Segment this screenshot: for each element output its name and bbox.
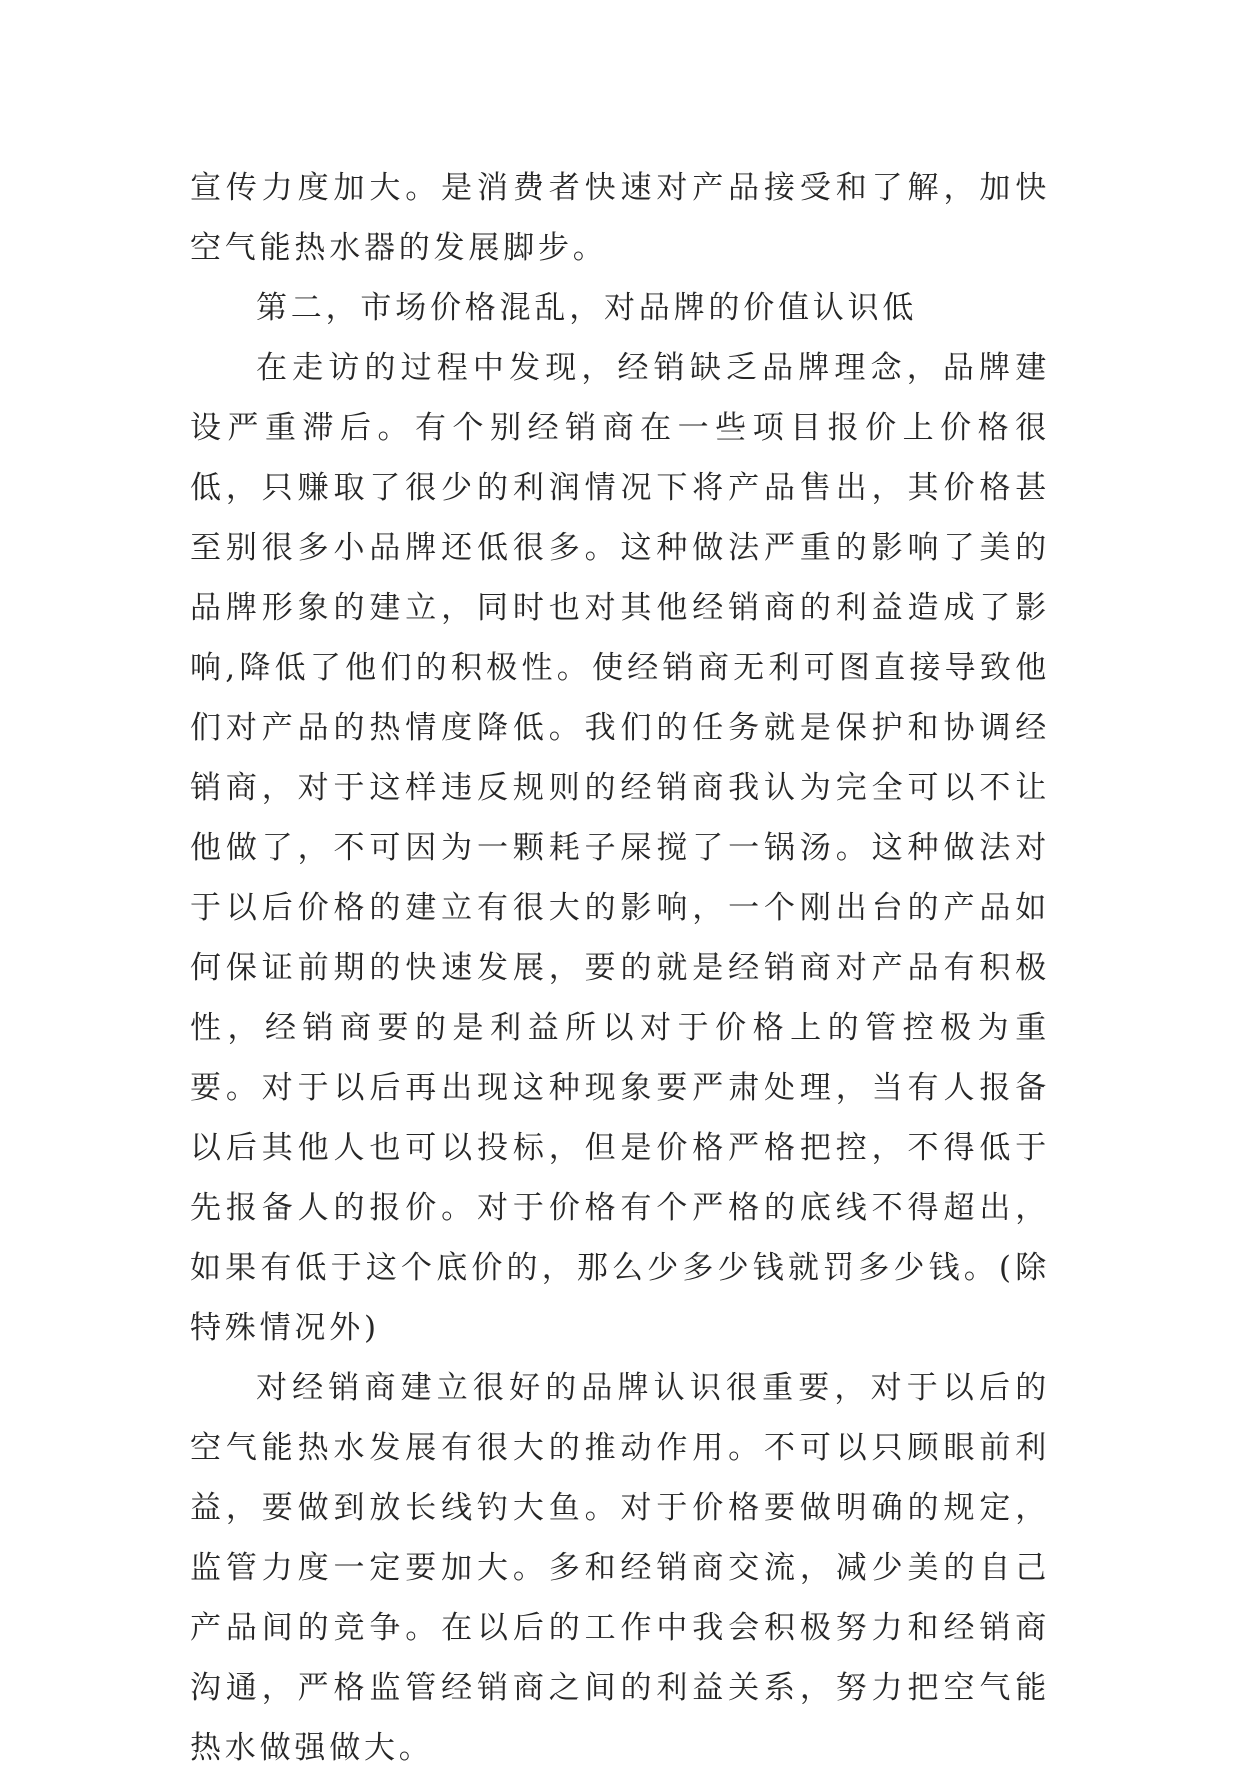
paragraph-conclusion: 对经销商建立很好的品牌认识很重要，对于以后的空气能热水发展有很大的推动作用。不可以只顾眼前利益，要做到放长线钓大鱼。对于价格要做明确的规定，监管力度一定要加大。多和经销商交流，减少美的自己产品间的竞争。在以后的工作中我会积极努力和经销商沟通，严格监管经销商之间的利益关系，努力把空气能热水做强做大。 xyxy=(190,1370,1050,1766)
paragraph-body: 在走访的过程中发现，经销缺乏品牌理念，品牌建设严重滞后。有个别经销商在一些项目报价上价格很低，只赚取了很少的利润情况下将产品售出，其价格甚至别很多小品牌还低很多。这种做法严重的影响了美的品牌形象的建立，同时也对其他经销商的利益造成了影响,降低了他们的积极性。使经销商无利可图直接导致他们对产品的热情度降低。我们的任务就是保护和协调经销商，对于这样违反规则的经销商我认为完全可以不让他做了，不可因为一颗耗子屎搅了一锅汤。这种做法对于以后价格的建立有很大的影响，一个刚出台的产品如何保证前期的快速发展，要的就是经销商对产品有积极性，经销商要的是利益所以对于价格上的管控极为重要。对于以后再出现这种现象要严肃处理，当有人报备以后其他人也可以投标，但是价格严格把控，不得低于先报备人的报价。对于价格有个严格的底线不得超出，如果有低于这个底价的，那么少多少钱就罚多少钱。(除特殊情况外) xyxy=(190,350,1050,1346)
paragraph-continuation: 宣传力度加大。是消费者快速对产品接受和了解，加快空气能热水器的发展脚步。 xyxy=(190,170,1050,266)
document-body xyxy=(190,158,1050,1778)
section-heading: 第二，市场价格混乱，对品牌的价值认识低 xyxy=(256,290,918,326)
